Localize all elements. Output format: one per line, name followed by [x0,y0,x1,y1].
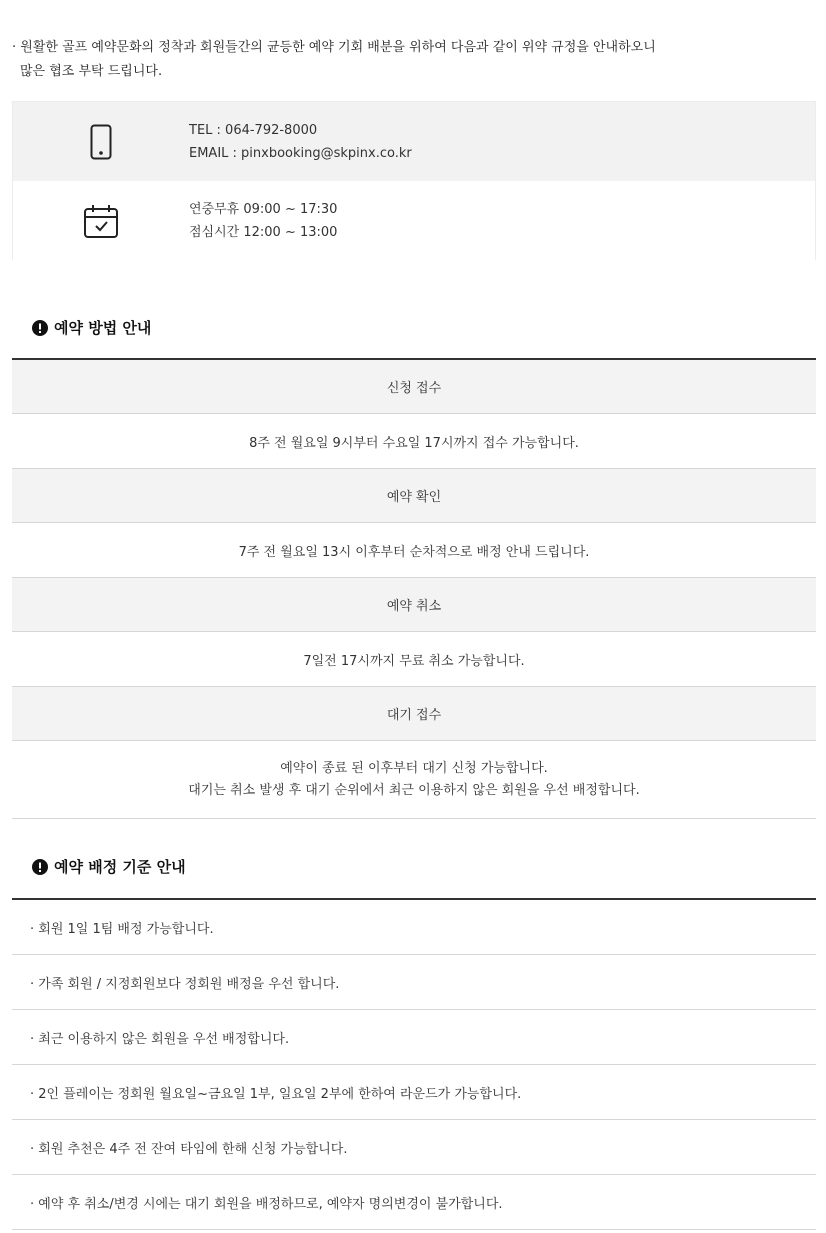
criteria-title-text: 예약 배정 기준 안내 [54,858,186,876]
mobile-phone-icon [13,124,189,160]
method-head-apply: 신청 접수 [12,360,816,414]
method-body-confirm: 7주 전 월요일 13시 이후부터 순차적으로 배정 안내 드립니다. [12,523,816,578]
email-text: EMAIL : pinxbooking@skpinx.co.kr [189,145,412,161]
method-head-cancel: 예약 취소 [12,578,816,632]
hours-text: 연중무휴 09:00 ~ 17:30 [189,201,338,217]
reservation-method-table [12,358,816,819]
waitlist-line-1: 예약이 종료 된 이후부터 대기 신청 가능합니다. [280,760,548,776]
allocation-criteria-list [12,898,816,1230]
list-item: · 예약 후 취소/변경 시에는 대기 회원을 배정하므로, 예약자 명의변경이 불가합니다. [12,1175,816,1230]
method-body-cancel: 7일전 17시까지 무료 취소 가능합니다. [12,632,816,687]
method-head-waitlist: 대기 접수 [12,687,816,741]
list-item: · 회원 추천은 4주 전 잔여 타임에 한해 신청 가능합니다. [12,1120,816,1175]
calendar-check-icon [13,203,189,239]
alert-circle-icon [32,859,48,875]
method-body-waitlist [12,741,816,819]
criteria-section-title [32,856,186,877]
method-title-text: 예약 방법 안내 [54,319,152,337]
waitlist-line-2: 대기는 취소 발생 후 대기 순위에서 최근 이용하지 않은 회원을 우선 배정합니다. [188,782,640,798]
method-body-apply: 8주 전 월요일 9시부터 수요일 17시까지 접수 가능합니다. [12,414,816,469]
contact-phone-text [189,119,412,165]
list-item: · 최근 이용하지 않은 회원을 우선 배정합니다. [12,1010,816,1065]
contact-hours-text [189,198,337,244]
method-section-title [32,317,151,338]
list-item: · 회원 1일 1팀 배정 가능합니다. [12,900,816,955]
contact-phone-row [13,102,815,181]
alert-circle-icon [32,320,48,336]
lunch-text: 점심시간 12:00 ~ 13:00 [189,224,338,240]
intro-notice [12,36,812,84]
method-head-confirm: 예약 확인 [12,469,816,523]
list-item: · 가족 회원 / 지정회원보다 정회원 배정을 우선 합니다. [12,955,816,1010]
tel-text: TEL : 064-792-8000 [189,122,318,138]
intro-line-1: · 원활한 골프 예약문화의 정착과 회원들간의 균등한 예약 기회 배분을 위하여 다음과 같이 위약 규정을 안내하오니 [12,40,656,55]
list-item: · 2인 플레이는 정회원 월요일~금요일 1부, 일요일 2부에 한하여 라운드가 가능합니다. [12,1065,816,1120]
contact-hours-row [13,181,815,260]
contact-info-box [12,101,816,260]
intro-line-2: 많은 협조 부탁 드립니다. [20,64,163,79]
